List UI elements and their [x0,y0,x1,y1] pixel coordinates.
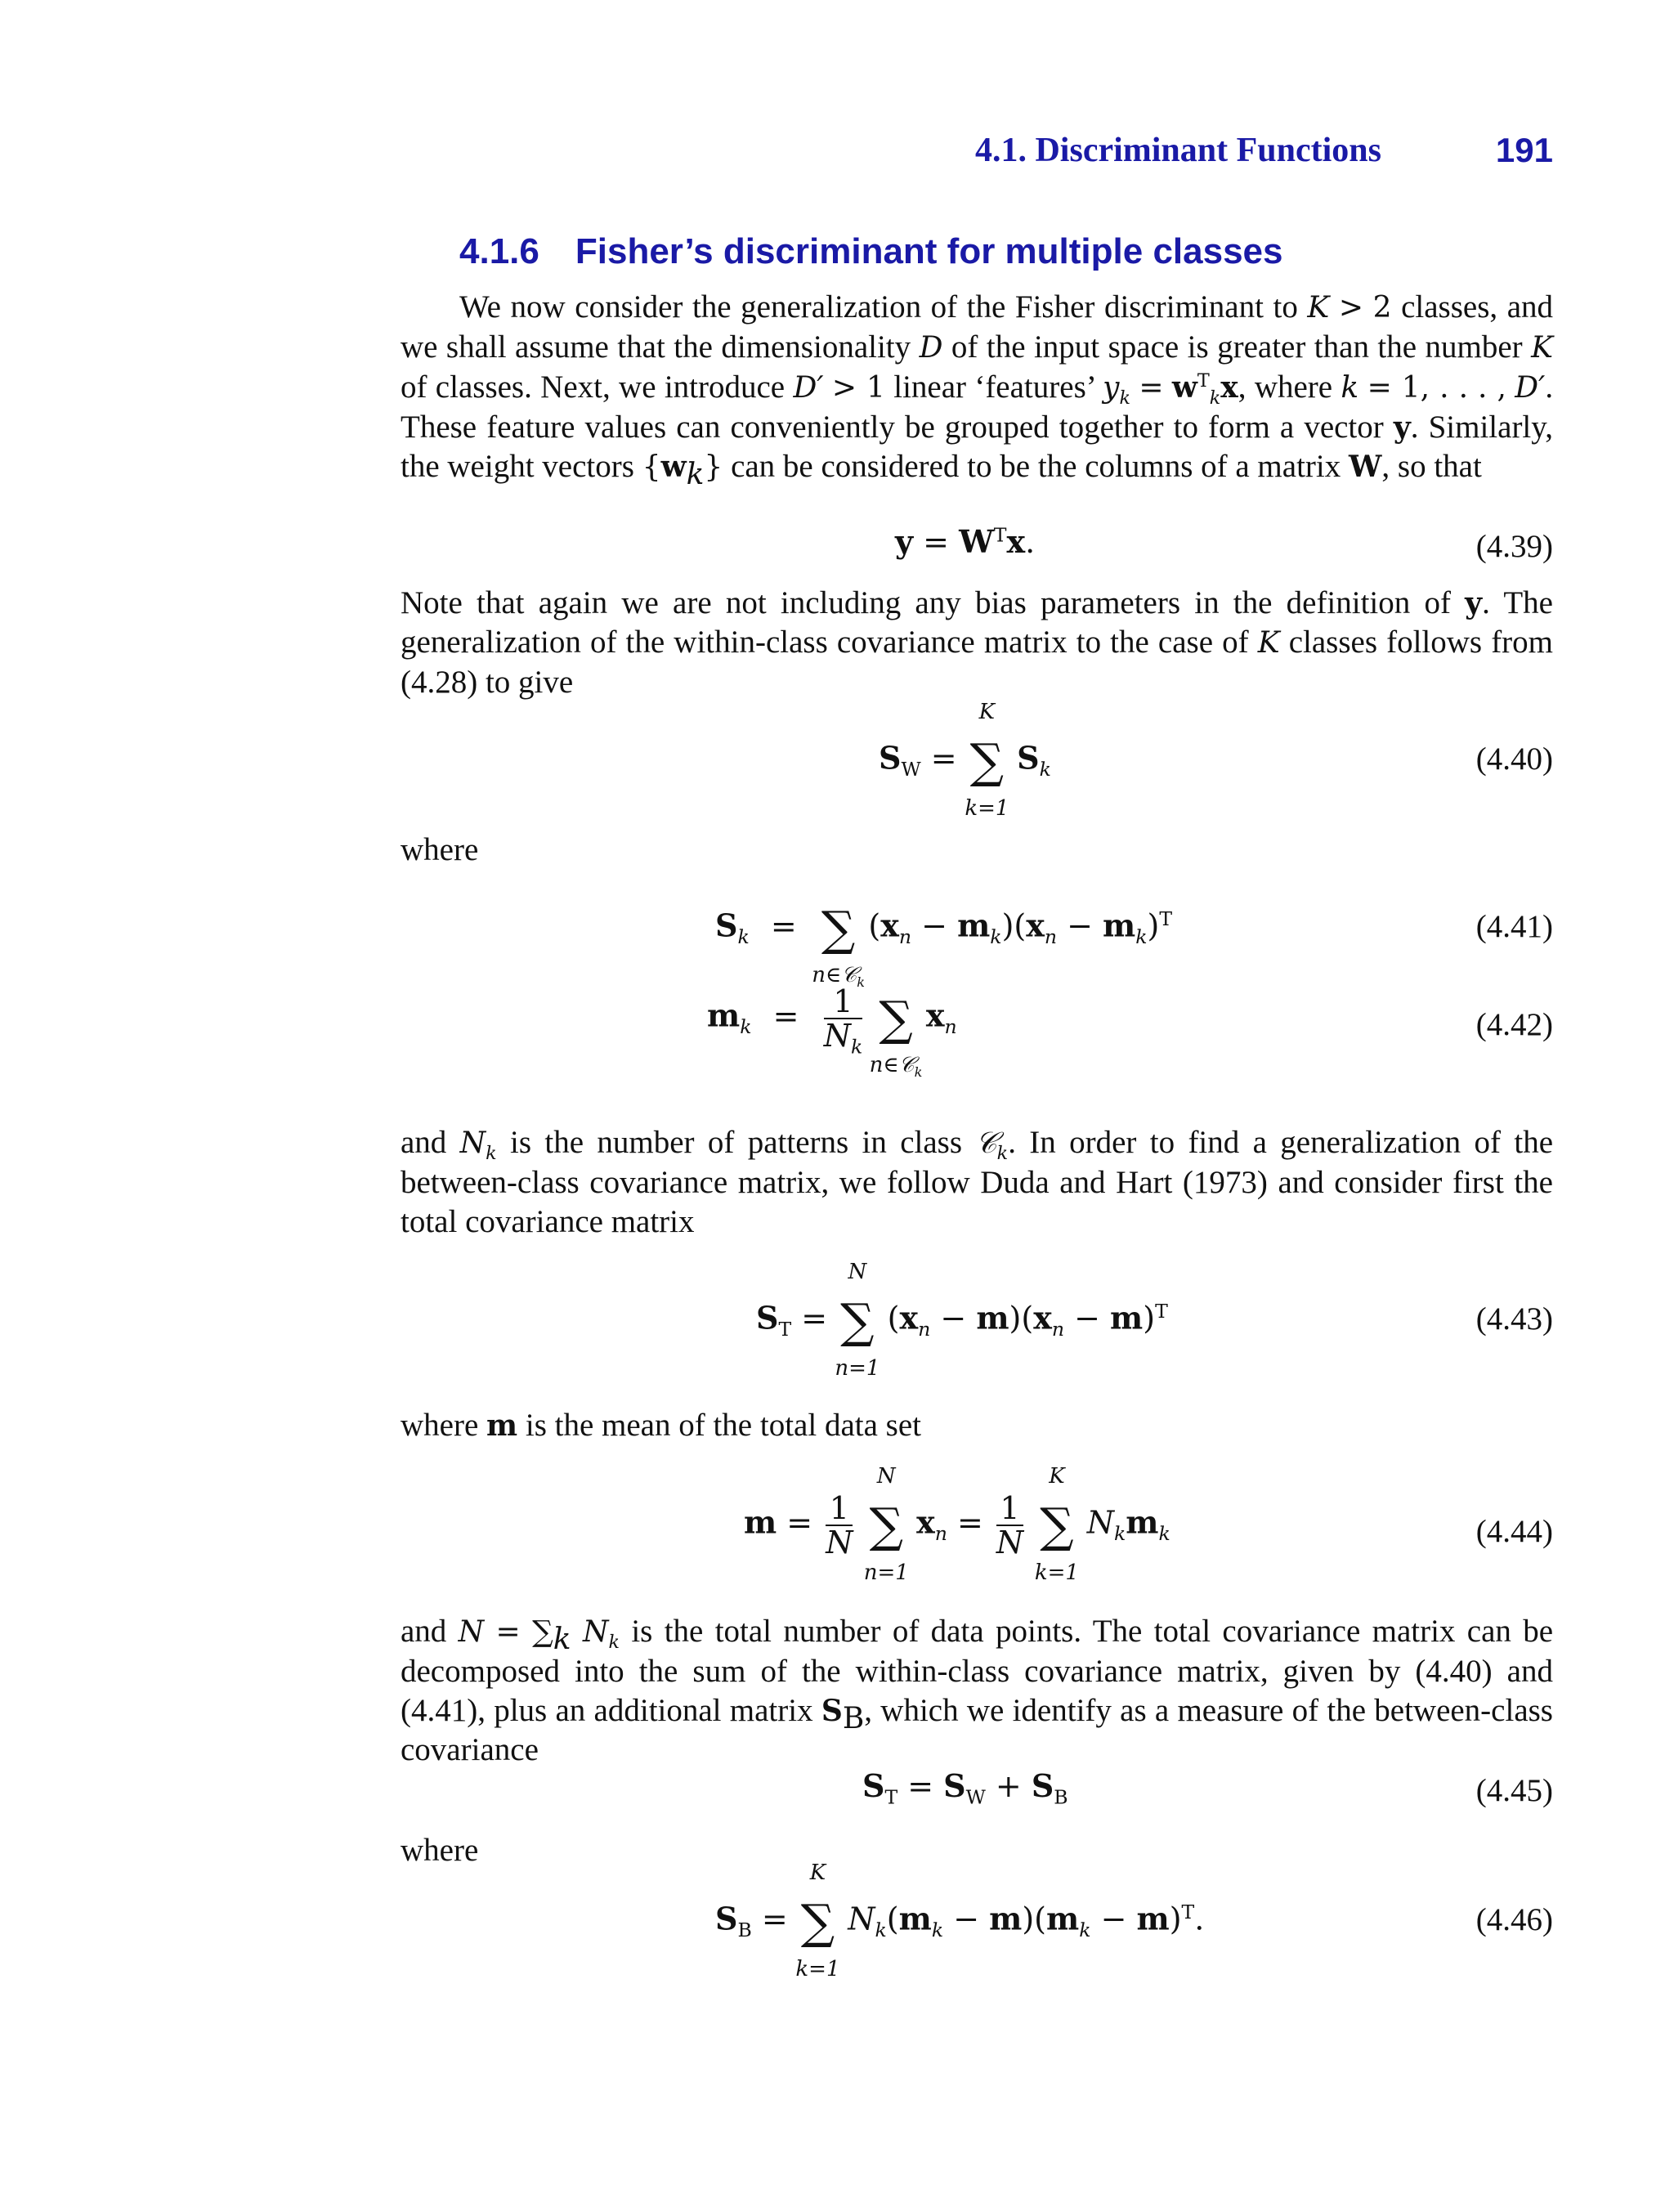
equation-number: (4.46) [1475,1902,1553,1937]
chapter-section-title: 4.1. Discriminant Functions [974,132,1381,169]
equation-4-44: m = $\frac{1}{N}$ N ∑ n=1 $x_n$ = $\frac{1}{N}$ K ∑ k=1 $N_km_k$ (4.44) [744,1464,1553,1585]
summation-symbol: K ∑ k=1 [1034,1464,1079,1585]
equation-number: (4.39) [1475,529,1553,564]
paragraph-5: where m is the mean of the total data set [401,1408,921,1443]
summation-symbol: N ∑ n=1 [863,1464,909,1585]
paragraph-6: and $N = \sum_k$ $N_k$ is the total number of data points. The total covariance matrix can be decomposed into the sum of the within-class covariance matrix, given by (4.40) and (4.41), plus an additional matrix $S_B$, which we identify as a measure of the between-class covariance [401,1614,1554,1767]
running-head [401,131,1553,180]
equation-4-43: $S_T$ = N ∑ n=1 $(x_n - m)(x_n - m)^T$ (4.43) [756,1260,1553,1381]
equation-4-45: $S_T = S_W + S_B$ (4.45) [862,1767,1553,1809]
equation-4-46: $S_B$ = K ∑ k=1 $N_k(m_k - m)(m_k - m)^T$. (4.46) [715,1860,1553,1981]
paragraph-4: and $N_k$ is the number of patterns in class 𝒞$_k$. In order to find a generalization of the between-class covariance matrix, we follow Duda and Hart (1973) and consider first the total covariance matrix [401,1125,1553,1239]
fraction: $\frac{1}{N_k}$ [823,983,863,1059]
fraction: $\frac{1}{N}$ [996,1490,1024,1560]
equation-4-41: $S_k$ = ∑ n∈𝒞$_k$ $(x_n - m_k)(x_n - m_k)^T$ (4.41) [715,901,1553,991]
equation-number: (4.42) [1475,1007,1553,1042]
summation-symbol: ∑ n∈𝒞$_k$ [869,991,923,1081]
paragraph-where-1: where [401,832,479,867]
equation-number: (4.41) [1475,909,1553,944]
paragraph-1: We now consider the generalization of the Fisher discriminant to K > 2 classes, and we shall assume that the dimensionality D of the input space is greater than the number K of classes. Next, we introduce D′ > 1 linear ‘features’ $y_k = w^T_kx$, where k = 1, . . . , D′. These feature values can conveniently be grouped together to form a vector y. Similarly, the weight vectors $\{w_k\}$ can be considered to be the columns of a matrix W, so that [401,289,1554,491]
page-number: 191 [1495,131,1553,169]
equation-4-39: $y = W^Tx$. (4.39) [895,523,1553,564]
equation-4-42: $m_k$ = $\frac{1}{N_k}$ ∑ n∈𝒞$_k$ $x_n$ (4.42) [707,983,1553,1081]
paragraph-where-2: where [401,1833,479,1868]
summation-symbol: N ∑ n=1 [835,1260,880,1381]
equation-number: (4.40) [1475,741,1553,777]
section-number: 4.1.6 [459,231,539,271]
paragraph-2: Note that again we are not including any bias parameters in the definition of y. The generalization of the within-class covariance matrix to the case of K classes follows from (4.28) to give [401,585,1554,700]
section-heading [459,231,1283,272]
section-title: Fisher’s discriminant for multiple classes [575,231,1283,271]
summation-symbol: K ∑ k=1 [965,700,1009,821]
fraction: $\frac{1}{N}$ [826,1490,853,1560]
equation-number: (4.44) [1475,1514,1553,1549]
summation-symbol: ∑ n∈𝒞$_k$ [812,901,865,991]
summation-symbol: K ∑ k=1 [795,1860,840,1981]
equation-4-40: $S_W$ = K ∑ k=1 $S_k$ (4.40) [879,700,1553,821]
equation-number: (4.43) [1475,1301,1553,1337]
equation-number: (4.45) [1475,1773,1553,1808]
